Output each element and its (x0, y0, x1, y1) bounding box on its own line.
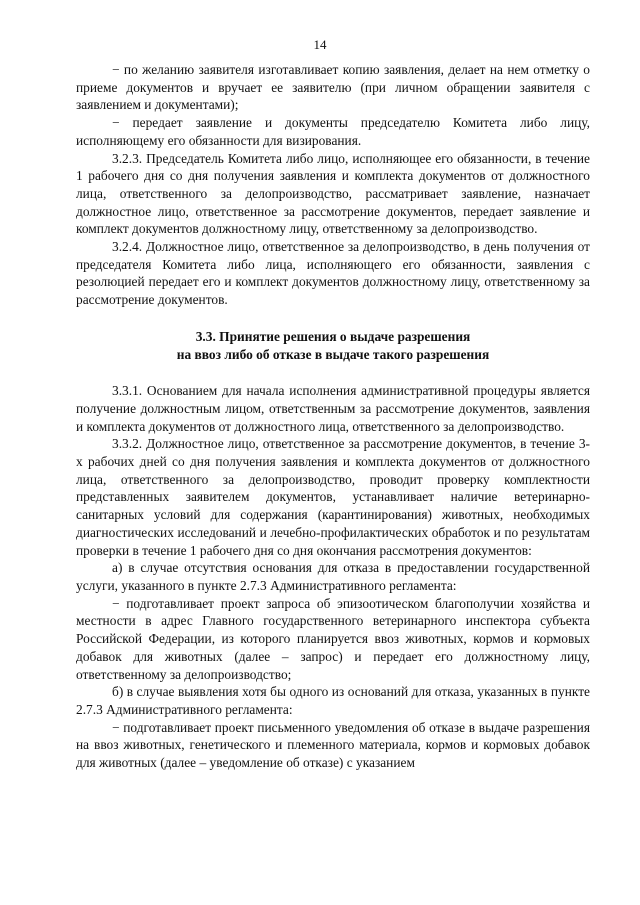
paragraph-transfer-to-chairman: − передает заявление и документы председателю Комитета либо лицу, исполняющему его обязанности для визирования. (76, 115, 590, 148)
page-number: 14 (313, 37, 327, 52)
section-heading-3-3 (76, 328, 590, 363)
paragraph-3-2-4: 3.2.4. Должностное лицо, ответственное за делопроизводство, в день получения от председателя Комитета либо лица, исполняющего его обязанности, заявления с резолюцией передает его и комплект документов должностному лицу, ответственному за рассмотрение документов. (76, 239, 590, 308)
paragraph-prepare-request: − подготавливает проект запроса об эпизоотическом благополучии хозяйства и местности в адрес Главного государственного ветеринарного инспектора субъекта Российской Федерации, из которого планируется ввоз животных, кормов и кормовых добавок для животных (далее – запрос) и передает его должностному лицу, ответственному за делопроизводство; (76, 595, 590, 682)
paragraph-item-b: б) в случае выявления хотя бы одного из оснований для отказа, указанных в пункте 2.7.3 Административного регламента: (76, 684, 590, 717)
paragraph-3-2-3: 3.2.3. Председатель Комитета либо лицо, исполняющее его обязанности, в течение 1 рабочего дня со дня получения заявления и комплекта документов от должностного лица, ответственного за делопроизводство, рассматривает заявление, назначает должностное лицо, ответственное за рассмотрение документов, передает заявление и комплект документов должностному лицу, ответственному за делопроизводство. (76, 150, 590, 237)
paragraph-item-a: а) в случае отсутствия основания для отказа в предоставлении государственной услуги, указанного в пункте 2.7.3 Административного регламента: (76, 560, 590, 593)
paragraph-3-3-2: 3.3.2. Должностное лицо, ответственное за рассмотрение документов, в течение 3-х рабочих дней со дня получения заявления и комплекта документов от должностного лица, ответственного за делопроизводство, проводит проверку комплектности представленных заявителем документов, устанавливает наличие ветеринарно-санитарных условий для содержания (карантинирования) животных, необходимых диагностических исследований и лечебно-профилактических обработок и по результатам проверки в течение 1 рабочего дня со дня окончания рассмотрения документов: (76, 436, 590, 558)
paragraph-make-copy: − по желанию заявителя изготавливает копию заявления, делает на нем отметку о приеме документов и вручает ее заявителю (при личном обращении заявителя с заявлением и документами); (76, 62, 590, 113)
paragraph-prepare-refusal: − подготавливает проект письменного уведомления об отказе в выдаче разрешения на ввоз животных, генетического и племенного материала, кормов и кормовых добавок для животных (далее – уведомление об отказе) с указанием (76, 719, 590, 771)
document-body (76, 61, 590, 772)
section-heading-line-2: на ввоз либо об отказе в выдаче такого разрешения (176, 346, 490, 362)
section-heading-line-1: 3.3. Принятие решения о выдаче разрешения (195, 328, 471, 344)
paragraph-3-3-1: 3.3.1. Основанием для начала исполнения административной процедуры является получение должностным лицом, ответственным за рассмотрение документов, заявления и комплекта документов от должностного лица, ответственного за делопроизводство. (76, 383, 590, 434)
